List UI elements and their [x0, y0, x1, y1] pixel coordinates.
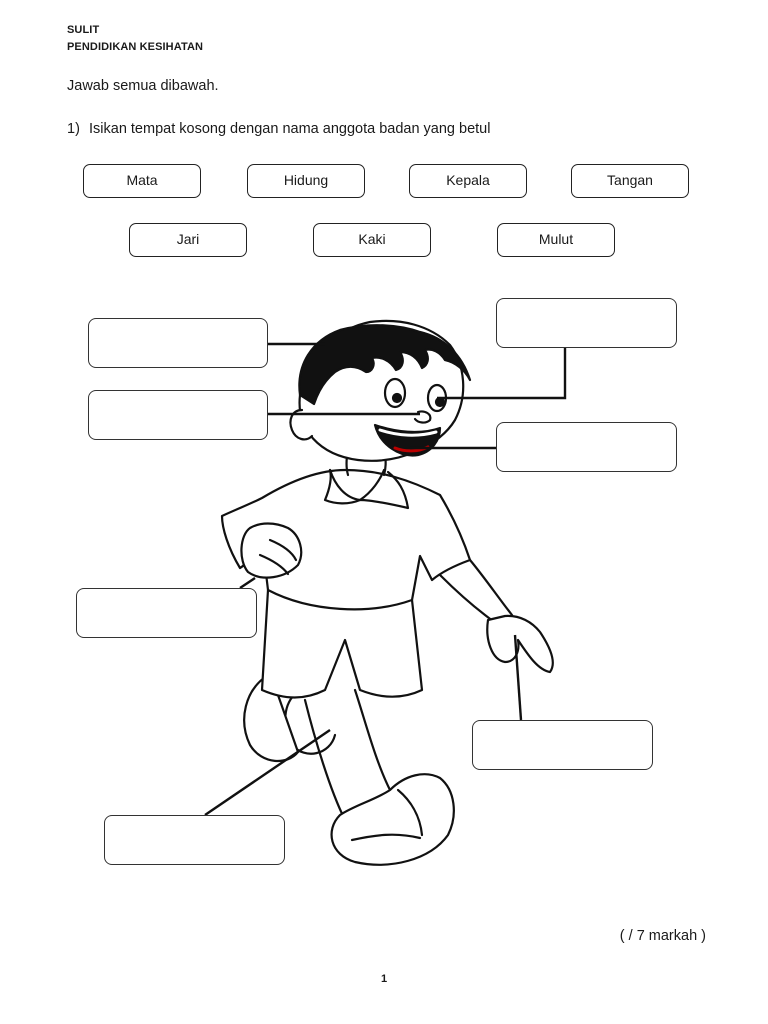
answer-box-4[interactable]: [496, 422, 677, 472]
marks-label: ( / 7 markah ): [619, 928, 706, 944]
leader-line-arm: [240, 578, 255, 588]
front-leg-front-edge: [355, 690, 390, 790]
word-kepala: Kepala: [409, 164, 527, 198]
question-text: Isikan tempat kosong dengan nama anggota badan yang betul: [89, 121, 491, 137]
front-leg-back-edge: [305, 700, 345, 820]
answer-box-6[interactable]: [472, 720, 653, 770]
word-hidung: Hidung: [247, 164, 365, 198]
instruction-text: Jawab semua dibawah.: [67, 78, 219, 94]
header-sulit: SULIT: [67, 24, 100, 36]
right-hand: [487, 616, 552, 672]
word-mulut: Mulut: [497, 223, 615, 257]
page-number: 1: [380, 973, 388, 985]
answer-box-2[interactable]: [88, 390, 268, 440]
word-jari: Jari: [129, 223, 247, 257]
question-number: 1): [67, 121, 80, 137]
word-tangan: Tangan: [571, 164, 689, 198]
answer-box-1[interactable]: [88, 318, 268, 368]
fist: [241, 524, 301, 578]
header-subject: PENDIDIKAN KESIHATAN: [67, 41, 204, 53]
front-shoe: [332, 774, 454, 864]
word-mata: Mata: [83, 164, 201, 198]
answer-box-5[interactable]: [76, 588, 257, 638]
word-kaki: Kaki: [313, 223, 431, 257]
answer-box-7[interactable]: [104, 815, 285, 865]
answer-box-3[interactable]: [496, 298, 677, 348]
